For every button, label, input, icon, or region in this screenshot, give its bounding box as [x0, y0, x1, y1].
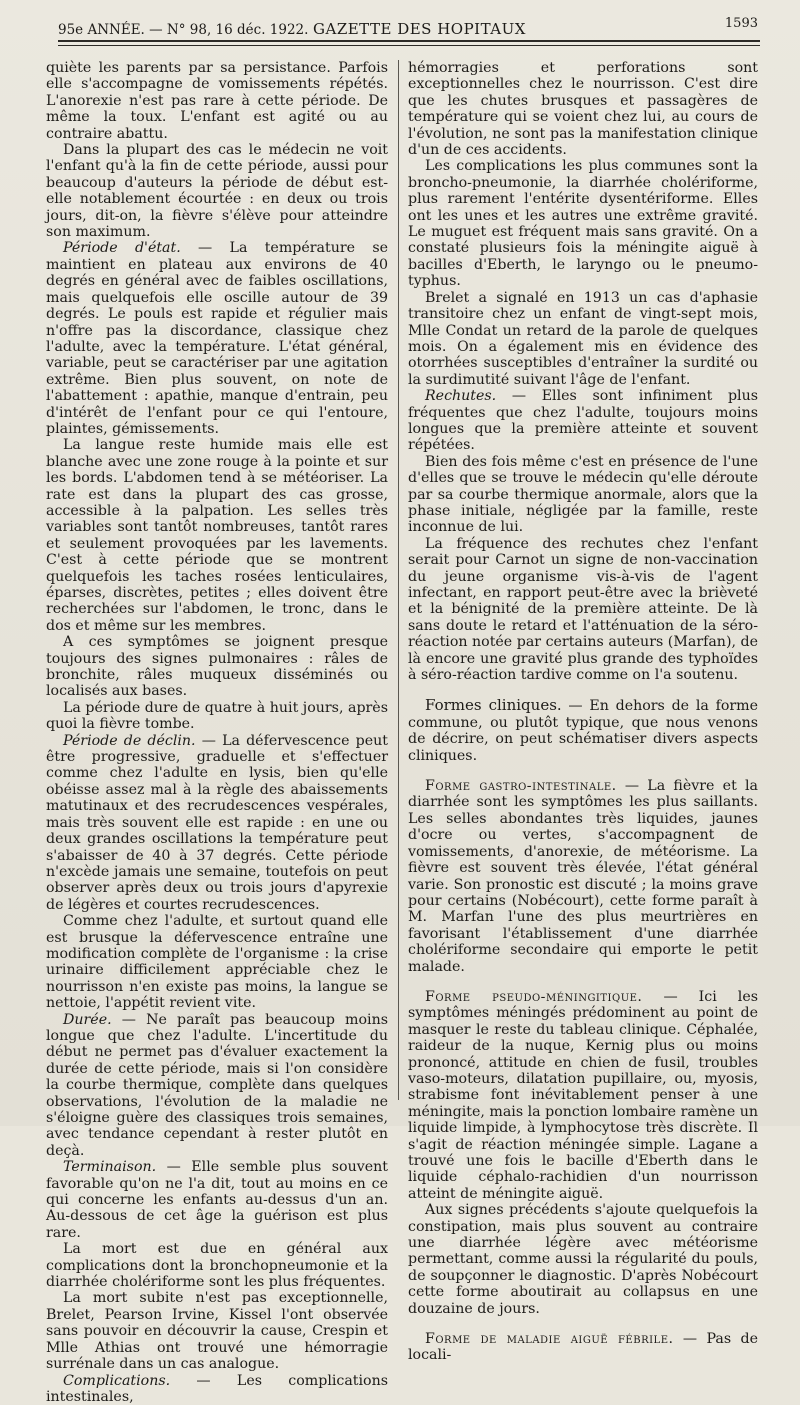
paragraph-text: — Les complications intestinales, — [46, 1373, 388, 1405]
header-rule-thin — [58, 45, 760, 46]
paragraph — [408, 697, 758, 764]
column-divider — [398, 60, 399, 1100]
paragraph-lead: Période de déclin. — [63, 733, 196, 749]
paragraph-text: La mort est due en général aux complications dont la bronchopneumonie et la diarrhée cholériforme sont les plus fréquentes. — [46, 1241, 388, 1290]
paragraph-text: La langue reste humide mais elle est blanche avec une zone rouge à la pointe et sur les bords. L'abdomen tend à se météoriser. La rate est dans la plupart des cas grosse, accessible à la palpation. Les selles très variables sont tantôt nombreuses, tantôt rares et seulement provoquées par les lavements. C'est à cette période que se montrent quelquefois les taches rosées lenticulaires, éparses, discrètes, petites ; elles doivent être recherchées sur l'abdomen, le tronc, dans le dos et même sur les membres. — [46, 437, 388, 633]
paragraph — [46, 733, 388, 913]
paragraph — [408, 290, 758, 388]
paragraph — [46, 913, 388, 1011]
issue-info: 95e ANNÉE. — N° 98, 16 déc. 1922. — [58, 22, 308, 38]
paragraph — [46, 60, 388, 142]
paragraph-text: Les complications les plus communes sont la broncho-pneumonie, la diarrhée cholériforme, plus rarement l'entérite dysentériforme. Elles ont les unes et les autres une extrême gravité. Le muguet est fréquent mais sans gravité. On a constaté plusieurs fois la méningite aiguë à bacilles d'Eberth, le laryngo ou le pneumo-typhus. — [408, 158, 758, 289]
paragraph-text: Brelet a signalé en 1913 un cas d'aphasie transitoire chez un enfant de vingt-sept mois, Mlle Condat un retard de la parole de quelques mois. On a également mis en évidence des otorrhées susceptibles d'entraîner la surdité ou la surdimutité suivant l'âge de l'enfant. — [408, 290, 758, 388]
header-rule-thick — [58, 40, 760, 42]
paragraph-lead: Forme pseudo-méningitique. — [425, 989, 642, 1005]
paragraph-text: La période dure de quatre à huit jours, après quoi la fièvre tombe. — [46, 700, 388, 732]
paragraph-text: — En dehors de la forme commune, ou plutôt typique, que nous venons de décrire, on peut schématiser divers aspects cliniques. — [408, 698, 758, 763]
paragraph-lead: Durée. — [63, 1012, 112, 1028]
section-gap — [408, 764, 758, 778]
paragraph-text: hémorragies et perforations sont exceptionnelles chez le nourrisson. C'est dire que les chutes brusques et passagères de température qui se voient chez lui, au cours de l'évolution, ne sont pas la manifestation clinique d'un de ces accidents. — [408, 60, 758, 158]
paragraph-text: Comme chez l'adulte, et surtout quand elle est brusque la défervescence entraîne une modification complète de l'organisme : la crise urinaire difficilement appréciable chez le nourrisson n'en existe pas moins, la langue se nettoie, l'appétit revient vite. — [46, 913, 388, 1011]
right-column — [408, 60, 758, 1364]
paragraph-text: La mort subite n'est pas exceptionnelle, Brelet, Pearson Irvine, Kissel l'ont observée sans pouvoir en découvrir la cause, Crespin et Mlle Athias ont trouvé une hémorragie surrénale dans un cas analogue. — [46, 1290, 388, 1372]
paragraph — [408, 778, 758, 975]
section-gap — [408, 975, 758, 989]
section-heading: Formes cliniques. — [425, 696, 562, 714]
paragraph-text: — Elle semble plus souvent favorable qu'on ne l'a dit, tout au moins en ce qui concerne les enfants au-dessus d'un an. Au-dessous de cet âge la guérison est plus rare. — [46, 1159, 388, 1241]
paragraph-text: Dans la plupart des cas le médecin ne voit l'enfant qu'à la fin de cette période, aussi pour beaucoup d'auteurs la période de début est-elle notablement écourtée : en deux ou trois jours, dit-on, la fièvre s'élève pour atteindre son maximum. — [46, 142, 388, 240]
section-gap — [408, 1317, 758, 1331]
paragraph-text: A ces symptômes se joignent presque toujours des signes pulmonaires : râles de bronchite, râles muqueux disséminés ou localisés aux bases. — [46, 634, 388, 699]
paragraph — [46, 1241, 388, 1290]
paragraph — [408, 158, 758, 289]
paragraph — [408, 1331, 758, 1364]
paragraph-lead: Forme de maladie aiguë fébrile. — [425, 1331, 674, 1347]
paragraph-text: — La fièvre et la diarrhée sont les symptômes les plus saillants. Les selles abondantes très liquides, jaunes d'ocre ou vertes, s'accompagnent de vomissements, d'anorexie, de météorisme. La fièvre est souvent très élevée, l'état général varie. Son pronostic est discuté ; la moins grave pour certains (Nobécourt), cette forme paraît à M. Marfan l'une des plus meurtrières en favorisant l'établissement d'une diarrhée cholériforme secondaire qui emporte le petit malade. — [408, 778, 758, 974]
paragraph — [46, 1373, 388, 1405]
left-column — [46, 60, 388, 1405]
paragraph — [408, 1202, 758, 1317]
paragraph-text: Bien des fois même c'est en présence de l'une d'elles que se trouve le médecin qu'elle déroute par sa courbe thermique anormale, alors que la phase initiale, négligée par la famille, reste inconnue de lui. — [408, 454, 758, 536]
paragraph-lead: Terminaison. — [63, 1159, 156, 1175]
paragraph — [46, 142, 388, 240]
paragraph — [46, 700, 388, 733]
page-number: 1593 — [725, 16, 758, 31]
paragraph-lead: Rechutes. — [425, 388, 496, 404]
paragraph — [408, 989, 758, 1202]
paragraph — [46, 240, 388, 437]
paragraph — [408, 536, 758, 684]
paragraph-lead: Forme gastro-intestinale. — [425, 778, 617, 794]
paragraph — [408, 454, 758, 536]
page-header — [58, 16, 758, 42]
paragraph-text: Aux signes précédents s'ajoute quelquefois la constipation, mais plus souvent au contraire une diarrhée légère avec météorisme permettant, comme aussi la régularité du pouls, de soupçonner le diagnostic. D'après Nobécourt cette forme aboutirait au collapsus en une douzaine de jours. — [408, 1202, 758, 1316]
section-gap — [408, 683, 758, 697]
paragraph-text: — La défervescence peut être progressive, graduelle et s'effectuer comme chez l'adulte en lysis, bien qu'elle obéisse assez mal à la règle des abaissements matutinaux et des recrudescences vespérales, mais très souvent elle est rapide : en une ou deux grandes oscillations la température peut s'abaisser de 40 à 37 degrés. Cette période n'excède jamais une semaine, toutefois on peut observer après deux ou trois jours d'apyrexie de légères et courtes recrudescences. — [46, 733, 388, 913]
paragraph-text: — Ne paraît pas beaucoup moins longue que chez l'adulte. L'incertitude du début ne permet pas d'évaluer exactement la durée de cette période, mais si l'on considère la courbe thermique, complète dans quelques observations, l'évolution de la maladie ne s'éloigne guère des classiques trois semaines, avec tendance cependant à rester plutôt en deçà. — [46, 1012, 388, 1159]
paragraph-text: La fréquence des rechutes chez l'enfant serait pour Carnot un signe de non-vaccination du jeune organisme vis-à-vis de l'agent infectant, en rapport peut-être avec la brièveté et la bénignité de la première atteinte. De là sans doute le retard et l'atténuation de la séro-réaction notée par certains auteurs (Marfan), de là encore une gravité plus grande des typhoïdes à séro-réaction tardive comme on l'a soutenu. — [408, 536, 758, 683]
paragraph-text: — Elles sont infiniment plus fréquentes que chez l'adulte, toujours moins longues que la première atteinte et souvent répétées. — [408, 388, 758, 453]
paragraph — [46, 1012, 388, 1160]
paragraph-text: — Pas de locali- — [408, 1331, 758, 1363]
paragraph — [408, 60, 758, 158]
paragraph — [46, 437, 388, 634]
paragraph — [46, 1290, 388, 1372]
paragraph-text: quiète les parents par sa persistance. Parfois elle s'accompagne de vomissements répétés. L'anorexie n'est pas rare à cette période. De même la toux. L'enfant est agité ou au contraire abattu. — [46, 60, 388, 142]
paragraph — [408, 388, 758, 454]
paragraph-lead: Période d'état. — [63, 240, 181, 256]
paragraph-text: — Ici les symptômes méningés prédominent au point de masquer le reste du tableau clinique. Céphalée, raideur de la nuque, Kernig plus ou moins prononcé, attitude en chien de fusil, troubles vaso-moteurs, dilatation pupillaire, ou, myosis, strabisme font inévitablement penser à une méningite, mais la ponction lombaire ramène un liquide limpide, à lymphocytose très discrète. Il s'agit de réaction méningée simple. Lagane a trouvé une fois le bacille d'Eberth dans le liquide céphalo-rachidien d'un nourrisson atteint de méningite aiguë. — [408, 989, 758, 1202]
paragraph — [46, 634, 388, 700]
paragraph — [46, 1159, 388, 1241]
paragraph-text: — La température se maintient en plateau aux environs de 40 degrés en général avec de faibles oscillations, mais quelquefois elle oscille autour de 39 degrés. Le pouls est rapide et régulier mais n'offre pas la discordance, classique chez l'adulte, avec la température. L'état général, variable, peut se caractériser par une agitation extrême. Bien plus souvent, on note de l'abattement : apathie, manque d'entrain, peu d'intérêt de l'enfant pour ce qui l'entoure, plaintes, gémissements. — [46, 240, 388, 436]
journal-title: GAZETTE DES HOPITAUX — [313, 20, 526, 38]
paragraph-lead: Complications. — [63, 1373, 170, 1389]
